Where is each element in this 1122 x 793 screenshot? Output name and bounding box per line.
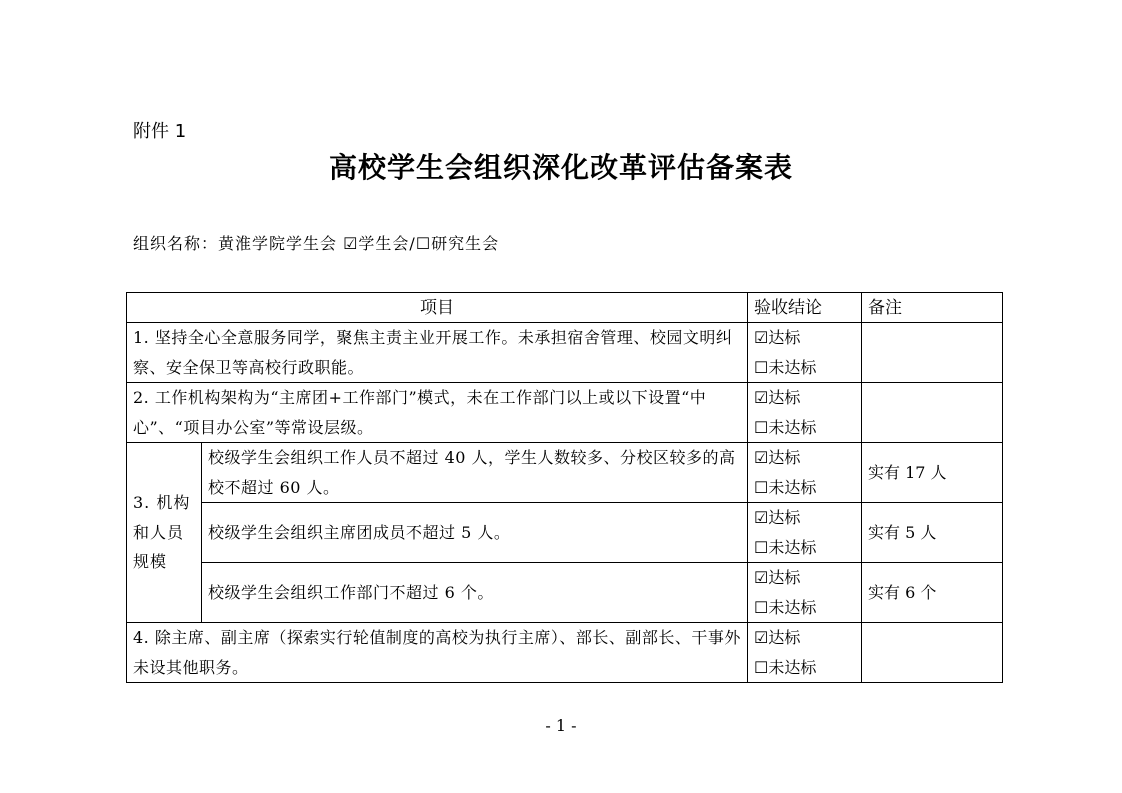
table-row (127, 443, 1003, 503)
header-item: 项目 (127, 293, 748, 323)
pass-checkbox[interactable]: ☑达标 (754, 448, 801, 467)
document-title: 高校学生会组织深化改革评估备案表 (328, 151, 793, 184)
row-1-result (748, 323, 862, 383)
row-3b-item: 校级学生会组织主席团成员不超过 5 人。 (202, 503, 748, 563)
table-row (127, 323, 1003, 383)
row-3b-result (748, 503, 862, 563)
row-4-result (748, 623, 862, 683)
row-3-category: 3. 机构和人员规模 (127, 443, 202, 623)
table-header-row (127, 293, 1003, 323)
organization-line: 组织名称：黄淮学院学生会 ☑学生会/☐研究生会 (133, 234, 500, 253)
pass-checkbox[interactable]: ☑达标 (754, 568, 801, 587)
header-result: 验收结论 (748, 293, 862, 323)
pass-checkbox[interactable]: ☑达标 (754, 628, 801, 647)
fail-checkbox[interactable]: ☐未达标 (754, 477, 817, 497)
fail-checkbox[interactable]: ☐未达标 (754, 657, 817, 677)
header-note: 备注 (862, 293, 1003, 323)
row-3a-result (748, 443, 862, 503)
attachment-label: 附件 1 (133, 121, 187, 142)
row-2-note (862, 383, 1003, 443)
row-3b-note: 实有 5 人 (862, 503, 1003, 563)
row-3a-item: 校级学生会组织工作人员不超过 40 人，学生人数较多、分校区较多的高校不超过 60 人。 (202, 443, 748, 503)
table-row (127, 383, 1003, 443)
fail-checkbox[interactable]: ☐未达标 (754, 537, 817, 557)
row-3c-result (748, 563, 862, 623)
row-2-result (748, 383, 862, 443)
row-1-note (862, 323, 1003, 383)
row-4-note (862, 623, 1003, 683)
row-3a-note: 实有 17 人 (862, 443, 1003, 503)
row-4-item: 4. 除主席、副主席（探索实行轮值制度的高校为执行主席）、部长、副部长、干事外未设其他职务。 (127, 623, 748, 683)
pass-checkbox[interactable]: ☑达标 (754, 508, 801, 527)
page-number: - 1 - (545, 716, 577, 735)
pass-checkbox[interactable]: ☑达标 (754, 388, 801, 407)
row-3c-note: 实有 6 个 (862, 563, 1003, 623)
row-1-item: 1. 坚持全心全意服务同学，聚焦主责主业开展工作。未承担宿舍管理、校园文明纠察、安全保卫等高校行政职能。 (127, 323, 748, 383)
fail-checkbox[interactable]: ☐未达标 (754, 417, 817, 437)
fail-checkbox[interactable]: ☐未达标 (754, 597, 817, 617)
row-3c-item: 校级学生会组织工作部门不超过 6 个。 (202, 563, 748, 623)
pass-checkbox[interactable]: ☑达标 (754, 328, 801, 347)
row-2-item: 2. 工作机构架构为“主席团+工作部门”模式，未在工作部门以上或以下设置“中心”、“项目办公室”等常设层级。 (127, 383, 748, 443)
table-row (127, 563, 1003, 623)
assessment-table (126, 292, 1003, 683)
fail-checkbox[interactable]: ☐未达标 (754, 357, 817, 377)
table-row (127, 623, 1003, 683)
table-row (127, 503, 1003, 563)
